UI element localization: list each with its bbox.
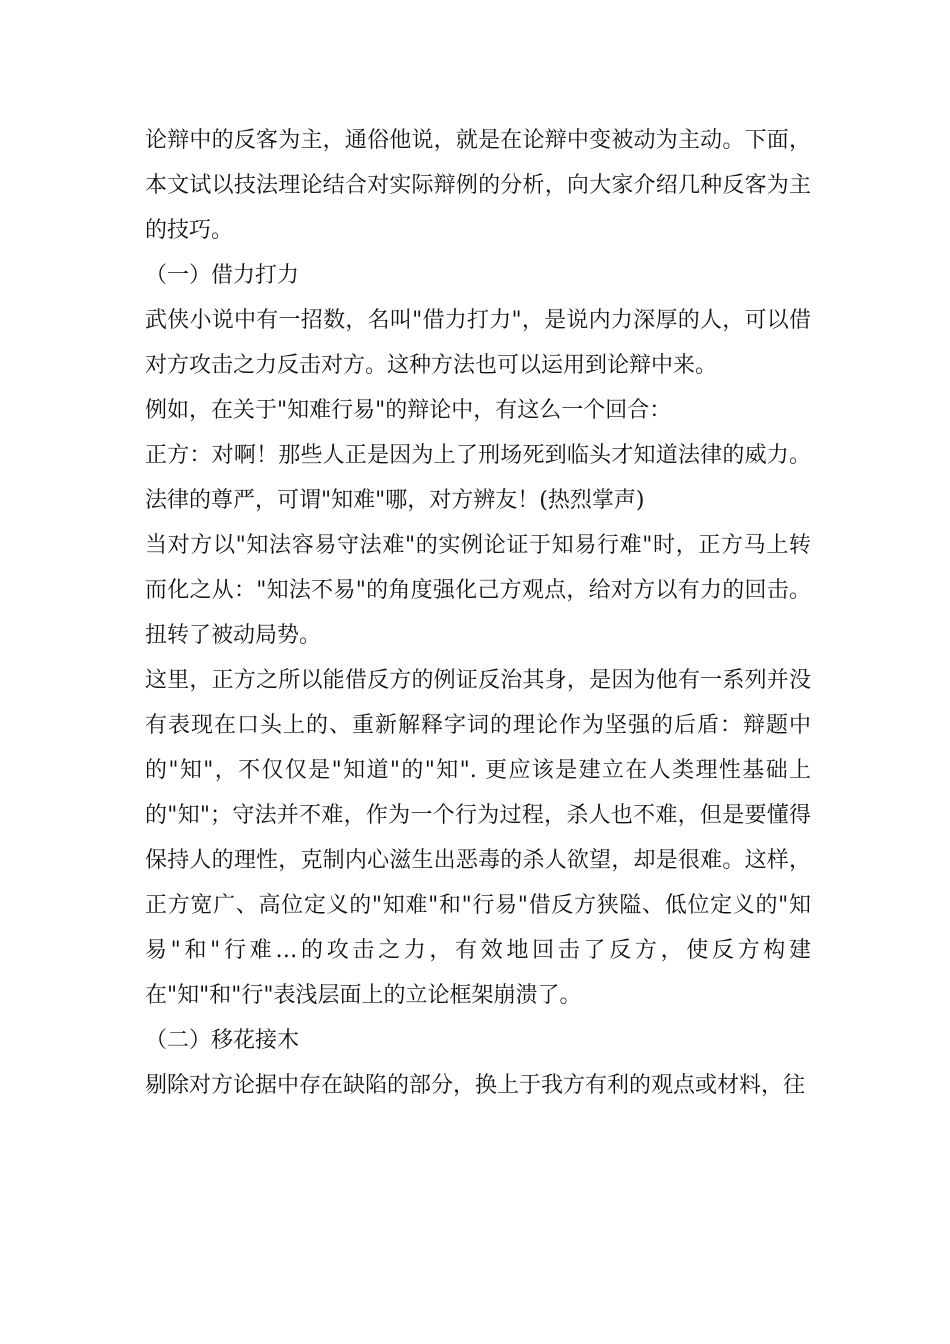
section-heading-1: （一）借力打力: [145, 263, 300, 288]
paragraph-martial-arts: 武侠小说中有一招数，名叫"借力打力"，是说内力深厚的人，可以借对方攻击之力反击对方。这种方法也可以运用到论辩中来。: [145, 308, 811, 378]
paragraph-counter-analysis: 当对方以"知法容易守法难"的实例论证于知易行难"时，正方马上转而化之从："知法不易"的角度强化己方观点，给对方以有力的回击。扭转了被动局势。: [145, 533, 811, 648]
section-heading-2: （二）移花接木: [145, 1028, 300, 1053]
paragraph-theory-explanation: 这里，正方之所以能借反方的例证反治其身，是因为他有一系列并没有表现在口头上的、重新解释字词的理论作为坚强的后盾：辩题中的"知"，不仅仅是"知道"的"知". 更应该是建立在人类理性基础上的"知"；守法并不难，作为一个行为过程，杀人也不难，但是要懂得保持人的理性，克制内心滋生出恶毒的杀人欲望，却是很难。这样，正方宽广、高位定义的"知难"和"行易"借反方狭隘、低位定义的"知易"和"行难…的攻击之力，有效地回击了反方，使反方构建在"知"和"行"表浅层面上的立论框架崩溃了。: [145, 668, 811, 1008]
paragraph-example-intro: 例如，在关于"知难行易"的辩论中，有这么一个回合：: [145, 398, 672, 423]
document-body: [145, 118, 811, 1108]
paragraph-intro: 论辩中的反客为主，通俗他说，就是在论辩中变被动为主动。下面，本文试以技法理论结合对实际辩例的分析，向大家介绍几种反客为主的技巧。: [145, 128, 811, 243]
paragraph-transplant: 剔除对方论据中存在缺陷的部分，换上于我方有利的观点或材料，往: [145, 1073, 806, 1098]
paragraph-affirmative-quote: 正方：对啊！那些人正是因为上了刑场死到临头才知道法律的威力。法律的尊严，可谓"知难"哪，对方辨友！(热烈掌声): [145, 443, 811, 513]
